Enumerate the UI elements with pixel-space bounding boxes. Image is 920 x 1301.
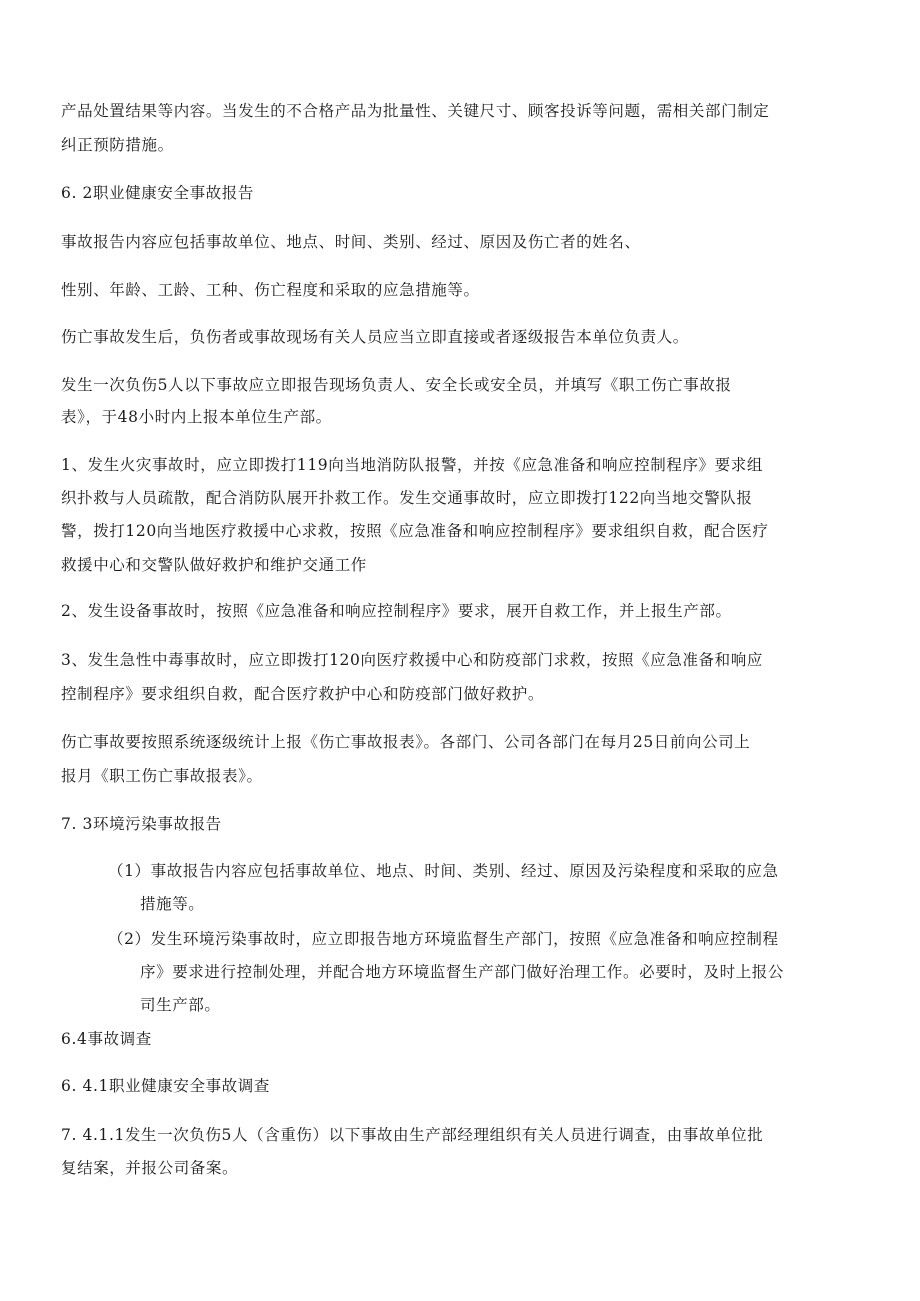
text-line: 事故报告内容应包括事故单位、地点、时间、类别、经过、原因及伤亡者的姓名、 xyxy=(61,233,641,251)
text-line: 产品处置结果等内容。当发生的不合格产品为批量性、关键尺寸、顾客投诉等问题，需相关部门制定 xyxy=(61,102,770,120)
text-line: 伤亡事故要按照系统逐级统计上报《伤亡事故报表》。各部门、公司各部门在每月25日前向公司上 xyxy=(61,733,751,751)
section-heading: 7. 3环境污染事故报告 xyxy=(61,815,222,833)
text-line: 复结案，并报公司备案。 xyxy=(61,1159,239,1177)
subsection-heading: 6. 4.1职业健康安全事故调查 xyxy=(61,1077,270,1095)
section-heading: 6. 2职业健康安全事故报告 xyxy=(61,184,254,202)
section-heading: 6.4事故调查 xyxy=(61,1030,152,1048)
text-line: 伤亡事故发生后，负伤者或事故现场有关人员应当立即直接或者逐级报告本单位负责人。 xyxy=(61,328,689,346)
text-line: 2、发生设备事故时，按照《应急准备和响应控制程序》要求，展开自救工作，并上报生产部。 xyxy=(61,602,732,620)
list-item: （2）发生环境污染事故时，应立即报告地方环境监督生产部门，按照《应急准备和响应控制程 xyxy=(108,930,779,948)
text-line: 3、发生急性中毒事故时，应立即拨打120向医疗救援中心和防疫部门求救，按照《应急准备和响应 xyxy=(61,651,763,669)
text-line: 1、发生火灾事故时，应立即拨打119向当地消防队报警，并按《应急准备和响应控制程序》要求组 xyxy=(61,456,763,474)
text-line: 织扑救与人员疏散，配合消防队展开扑救工作。发生交通事故时，应立即拨打122向当地交警队报 xyxy=(61,489,753,507)
list-item: （1）事故报告内容应包括事故单位、地点、时间、类别、经过、原因及污染程度和采取的应急 xyxy=(108,862,779,880)
text-line: 控制程序》要求组织自救，配合医疗救护中心和防疫部门做好救护。 xyxy=(61,685,545,703)
list-item-continuation: 序》要求进行控制处理，并配合地方环境监督生产部门做好治理工作。必要时，及时上报公 xyxy=(140,963,785,981)
text-line: 表》，于48小时内上报本单位生产部。 xyxy=(61,408,332,426)
list-item-continuation: 司生产部。 xyxy=(140,996,221,1014)
text-line: 7. 4.1.1发生一次负伤5人（含重伤）以下事故由生产部经理组织有关人员进行调查，由事故单位批 xyxy=(61,1126,764,1144)
text-line: 救援中心和交警队做好救护和维护交通工作 xyxy=(61,556,367,574)
list-item-continuation: 措施等。 xyxy=(140,895,205,913)
text-line: 性别、年龄、工龄、工种、伤亡程度和采取的应急措施等。 xyxy=(61,281,480,299)
text-line: 警，拨打120向当地医疗救援中心求救，按照《应急准备和响应控制程序》要求组织自救，配合医疗 xyxy=(61,522,769,540)
text-line: 报月《职工伤亡事故报表》。 xyxy=(61,767,263,785)
text-line: 发生一次负伤5人以下事故应立即报告现场负责人、安全长或安全员，并填写《职工伤亡事故报 xyxy=(61,376,732,394)
text-line: 纠正预防措施。 xyxy=(61,136,174,154)
